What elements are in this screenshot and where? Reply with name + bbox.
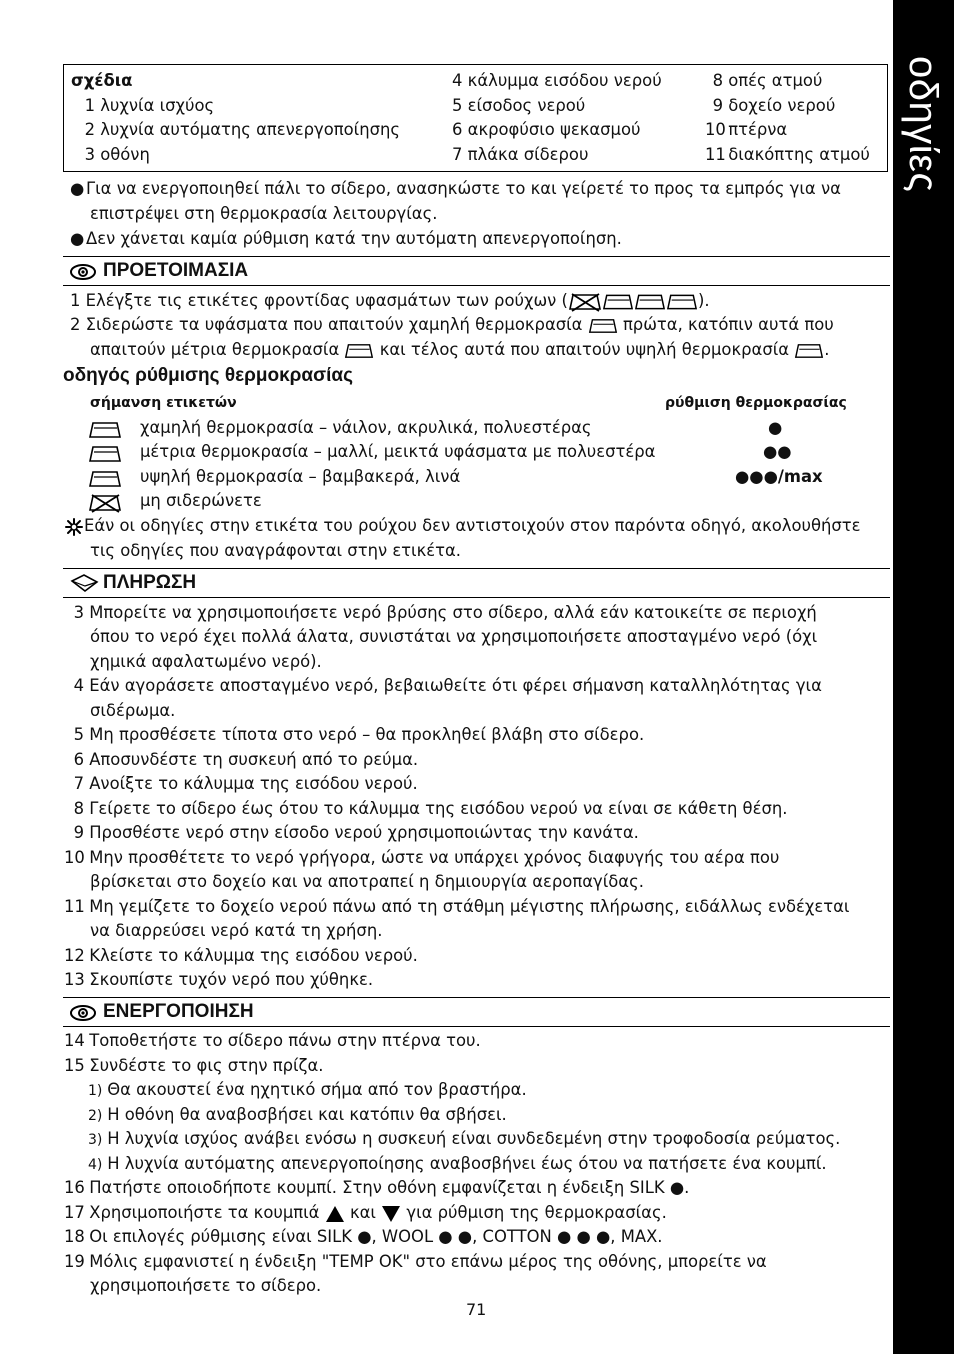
eye-icon xyxy=(69,1004,97,1022)
on-substep: 1) Θα ακουστεί ένα ηχητικό σήμα από τον βραστήρα. xyxy=(88,1080,527,1099)
temp-guide-row: μη σιδερώνετε xyxy=(140,491,262,510)
fill-step: 9 Προσθέστε νερό στην είσοδο νερού χρησιμοποιώντας την κανάτα. xyxy=(73,823,639,842)
on-step: 18 Οι επιλογές ρύθμισης είναι SILK ●, WOOL ● ●, COTTON ● ● ●, MAX. xyxy=(64,1227,663,1246)
do-not-iron-icon xyxy=(88,493,122,513)
temp-guide-row: χαμηλή θερμοκρασία – νάιλον, ακρυλικά, πολυεστέρας xyxy=(140,418,592,437)
iron-high-icon xyxy=(88,469,122,489)
tip-star-icon xyxy=(64,517,84,537)
part-label: πλάκα σίδερου xyxy=(467,144,589,164)
fill-step: 5 Μη προσθέσετε τίποτα στο νερό – θα προκληθεί βλάβη στο σίδερο. xyxy=(73,725,645,744)
jug-icon xyxy=(69,572,99,594)
section-header-switching-on: ΕΝΕΡΓΟΠΟΙΗΣΗ xyxy=(63,997,890,1027)
fill-step-cont: βρίσκεται στο δοχείο και να αποτραπεί η δημιουργία αεροπαγίδας. xyxy=(90,872,644,891)
iron-medium-icon xyxy=(88,444,122,464)
fill-step: 10 Μην προσθέτετε το νερό γρήγορα, ώστε να υπάρχει χρόνος διαφυγής του αέρα που xyxy=(64,848,780,867)
side-tab-label: οδηγίες xyxy=(901,56,945,193)
fill-step: 13 Σκουπίστε τυχόν νερό που χύθηκε. xyxy=(64,970,374,989)
part-label: ακροφύσιο ψεκασμού xyxy=(467,120,641,140)
iron-high-icon xyxy=(794,341,824,361)
bullet-item: ● Για να ενεργοποιηθεί πάλι το σίδερο, ανασηκώστε το και γείρετέ το προς τα εμπρός για να xyxy=(70,179,841,198)
page-number: 71 xyxy=(466,1300,487,1319)
part-label: λυχνία ισχύος xyxy=(100,95,215,115)
fill-step: 3 Μπορείτε να χρησιμοποιήσετε νερό βρύσης στο σίδερο, αλλά εάν κατοικείτε σε περιοχή xyxy=(73,603,817,622)
temp-guide-col-setting: ρύθμιση θερμοκρασίας xyxy=(665,395,847,411)
iron-high-icon xyxy=(666,292,698,312)
temp-guide-setting: ●●●/max xyxy=(735,467,823,486)
fill-step-cont: χημικά αφαλατωμένο νερό). xyxy=(90,652,322,671)
part-label: οπές ατμού xyxy=(728,71,823,90)
part-label: πτέρνα xyxy=(728,120,788,140)
fill-step: 7 Ανοίξτε το κάλυμμα της εισόδου νερού. xyxy=(73,774,418,793)
iron-low-icon xyxy=(88,420,122,440)
part-label: κάλυμμα εισόδου νερού xyxy=(467,71,662,90)
fill-step-cont: όπου το νερό έχει πολλά άλατα, συνιστάται να χρησιμοποιήσετε αποσταγμένο νερό (όχι xyxy=(90,627,818,646)
temp-guide-title: οδηγός ρύθμισης θερμοκρασίας xyxy=(63,365,353,386)
iron-low-icon xyxy=(588,316,618,336)
temp-guide-row: υψηλή θερμοκρασία – βαμβακερά, λινά xyxy=(140,467,461,486)
fill-step: 6 Αποσυνδέστε τη συσκευή από το ρεύμα. xyxy=(73,750,419,769)
section-header-filling: ΠΛΗΡΩΣΗ xyxy=(63,568,890,598)
on-step: 19 Μόλις εμφανιστεί η ένδειξη "TEMP OK" στο επάνω μέρος της οθόνης, μπορείτε να xyxy=(64,1252,767,1271)
on-step-cont: χρησιμοποιήσετε το σίδερο. xyxy=(90,1276,322,1295)
side-tab xyxy=(893,0,954,1354)
part-label: λυχνία αυτόματης απενεργοποίησης xyxy=(100,120,400,140)
temp-guide-note-cont: τις οδηγίες που αναγράφονται στην ετικέτα. xyxy=(90,541,461,560)
temp-guide-note: Εάν οι οδηγίες στην ετικέτα του ρούχου δεν αντιστοιχούν στον παρόντα οδηγό, ακολουθήστε xyxy=(64,514,861,539)
fill-step: 12 Κλείστε το κάλυμμα της εισόδου νερού. xyxy=(64,946,418,965)
part-label: δοχείο νερού xyxy=(728,95,836,115)
part-label: είσοδος νερού xyxy=(467,95,586,115)
temp-guide-setting: ● xyxy=(768,418,783,437)
prep-step-1: 1 Ελέγξτε τις ετικέτες φροντίδας υφασμάτων των ρούχων ( ). xyxy=(70,291,710,310)
prep-step-2-cont: απαιτούν μέτρια θερμοκρασία και τέλος αυτά που απαιτούν υψηλή θερμοκρασία . xyxy=(90,340,830,359)
on-step: 14 Τοποθετήστε το σίδερο πάνω στην πτέρνα του. xyxy=(64,1031,481,1050)
do-not-iron-icon xyxy=(568,292,602,312)
bullet-item: ● Δεν χάνεται καμία ρύθμιση κατά την αυτόματη απενεργοποίηση. xyxy=(70,229,622,248)
fill-step: 11 Μη γεμίζετε το δοχείο νερού πάνω από τη στάθμη μέγιστης πλήρωσης, ειδάλλως ενδέχεται xyxy=(64,897,850,916)
on-substep: 2) Η οθόνη θα αναβοσβήσει και κατόπιν θα σβήσει. xyxy=(88,1105,507,1124)
eye-icon xyxy=(69,263,97,281)
fill-step: 4 Εάν αγοράσετε αποσταγμένο νερό, βεβαιωθείτε ότι φέρει σήμανση καταλληλότητας για xyxy=(73,676,822,695)
fill-step-cont: να διαρρεύσει νερό κατά τη χρήση. xyxy=(90,921,383,940)
down-arrow-icon xyxy=(381,1205,401,1223)
iron-low-icon xyxy=(602,292,634,312)
on-step: 15 Συνδέστε το φις στην πρίζα. xyxy=(64,1056,324,1075)
part-label: διακόπτης ατμού xyxy=(728,144,870,164)
fill-step-cont: σιδέρωμα. xyxy=(90,701,176,720)
up-arrow-icon xyxy=(325,1205,345,1223)
temp-guide-setting: ●● xyxy=(763,442,792,461)
on-substep: 4) Η λυχνία αυτόματης απενεργοποίησης αναβοσβήνει έως ότου να πατήσετε ένα κουμπί. xyxy=(88,1154,827,1173)
prep-step-2: 2 Σιδερώστε τα υφάσματα που απαιτούν χαμηλή θερμοκρασία πρώτα, κατόπιν αυτά που xyxy=(70,315,834,334)
iron-medium-icon xyxy=(344,341,374,361)
on-step: 17 Χρησιμοποιήστε τα κουμπιά και για ρύθμιση της θερμοκρασίας. xyxy=(64,1203,667,1222)
parts-title: σχέδια xyxy=(71,71,133,90)
section-header-preparation: ΠΡΟΕΤΟΙΜΑΣΙΑ xyxy=(63,256,890,286)
part-label: οθόνη xyxy=(100,144,150,164)
fill-step: 8 Γείρετε το σίδερο έως ότου το κάλυμμα της εισόδου νερού να είναι σε κάθετη θέση. xyxy=(73,799,788,818)
parts-box: σχέδια 1 λυχνία ισχύος 2 λυχνία αυτόματης απενεργοποίησης 3 οθόνη 4 κάλυμμα εισόδου νερού 5 είσοδος νερού 6 ακροφύσιο ψεκασμού 7 πλάκα σίδερου 8 οπές ατμού 9 δοχείο νερού 10 πτέρνα 11 διακόπτης ατμού xyxy=(63,64,888,172)
temp-guide-col-label: σήμανση ετικετών xyxy=(90,395,237,411)
on-substep: 3) Η λυχνία ισχύος ανάβει ενόσω η συσκευή είναι συνδεδεμένη στην τροφοδοσία ρεύματος. xyxy=(88,1129,841,1148)
iron-medium-icon xyxy=(634,292,666,312)
bullet-item-cont: επιστρέψει στη θερμοκρασία λειτουργίας. xyxy=(90,204,438,223)
on-step: 16 Πατήστε οποιοδήποτε κουμπί. Στην οθόνη εμφανίζεται η ένδειξη SILK ●. xyxy=(64,1178,690,1197)
temp-guide-row: μέτρια θερμοκρασία – μαλλί, μεικτά υφάσματα με πολυεστέρα xyxy=(140,442,656,461)
